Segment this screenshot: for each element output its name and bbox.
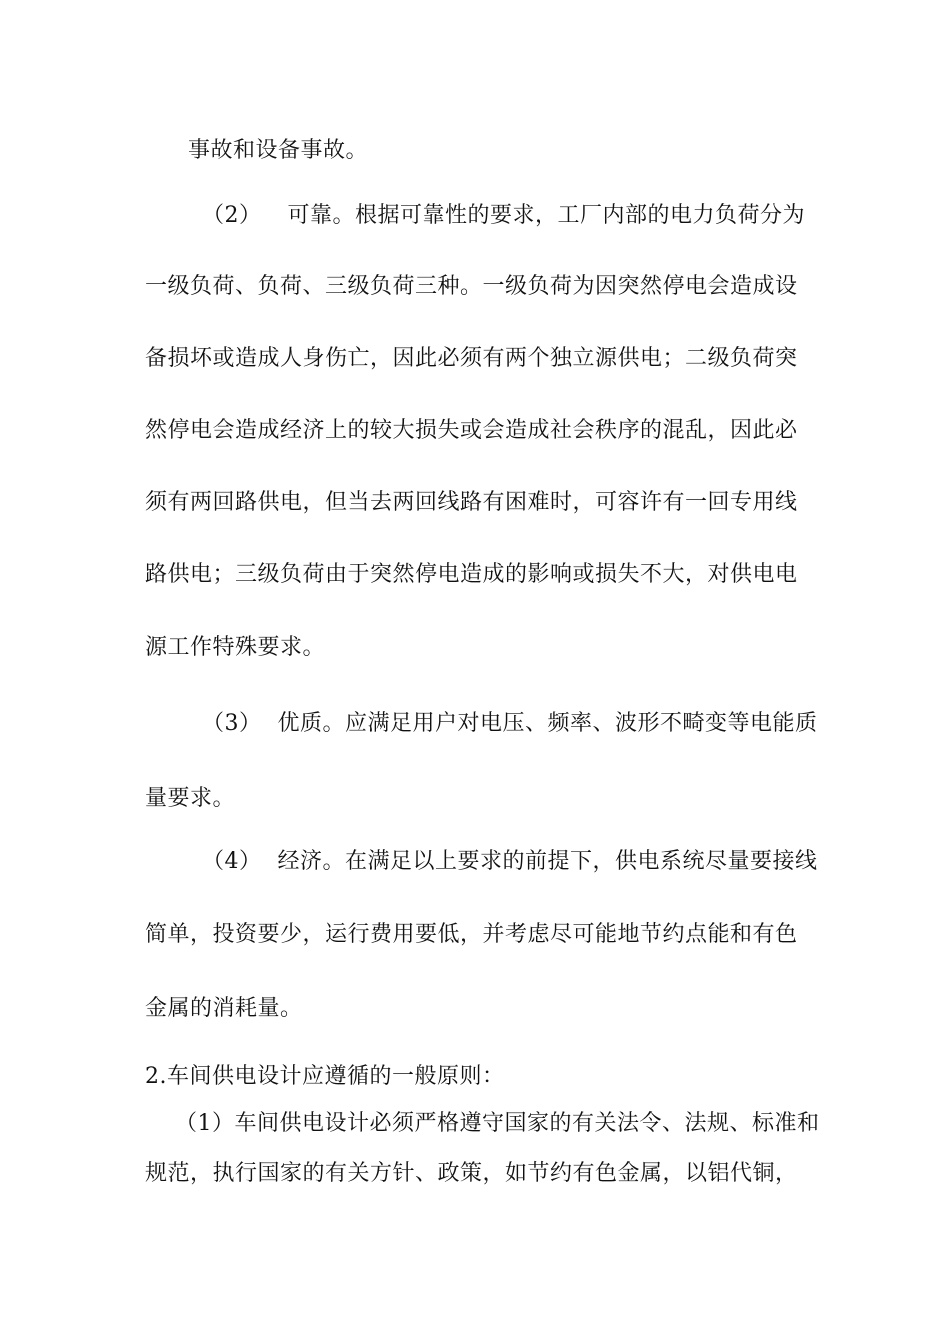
text: 备损坏或造成人身伤亡，因此必须有两个独立源供电；二级负荷突 [145, 346, 798, 371]
list-item-3 [202, 710, 818, 738]
text: 金属的消耗量。 [145, 996, 303, 1021]
paragraph-line [145, 489, 798, 517]
text: 一级负荷、负荷、三级负荷三种。一级负荷为因突然停电会造成设 [145, 274, 798, 299]
paragraph-line [145, 561, 798, 589]
list-marker: （2） [202, 203, 262, 228]
section-heading [145, 1063, 505, 1091]
paragraph-line [145, 273, 798, 301]
list-item-4 [202, 848, 818, 876]
text: 可靠。根据可靠性的要求，工厂内部的电力负荷分为 [287, 203, 806, 228]
paragraph-line [175, 1110, 820, 1138]
text: （1）车间供电设计必须严格遵守国家的有关法令、法规、标准和 [175, 1111, 820, 1136]
text: 简单，投资要少，运行费用要低，并考虑尽可能地节约点能和有色 [145, 922, 798, 947]
paragraph-line [145, 785, 235, 813]
text: 优质。应满足用户对电压、频率、波形不畸变等电能质 [277, 711, 818, 736]
text: 规范，执行国家的有关方针、政策，如节约有色金属，以铝代铜， [145, 1161, 798, 1186]
paragraph-line [145, 921, 798, 949]
text: 经济。在满足以上要求的前提下，供电系统尽量要接线 [277, 849, 818, 874]
text: 事故和设备事故。 [188, 138, 369, 163]
list-marker: （4） [202, 849, 262, 874]
list-item-2 [202, 202, 805, 230]
paragraph-line [145, 995, 303, 1023]
text: 量要求。 [145, 786, 236, 811]
text: 路供电；三级负荷由于突然停电造成的影响或损失不大，对供电电 [145, 562, 798, 587]
list-marker: （3） [202, 711, 262, 736]
text: 源工作特殊要求。 [145, 635, 326, 660]
paragraph-line [145, 417, 798, 445]
text: 须有两回路供电，但当去两回线路有困难时，可容许有一回专用线 [145, 490, 798, 515]
text: 然停电会造成经济上的较大损失或会造成社会秩序的混乱，因此必 [145, 418, 798, 443]
paragraph-line [145, 345, 798, 373]
paragraph-line [145, 634, 325, 662]
text: 2.车间供电设计应遵循的一般原则： [145, 1064, 505, 1089]
paragraph-line [145, 1160, 798, 1188]
paragraph-line [188, 137, 368, 165]
